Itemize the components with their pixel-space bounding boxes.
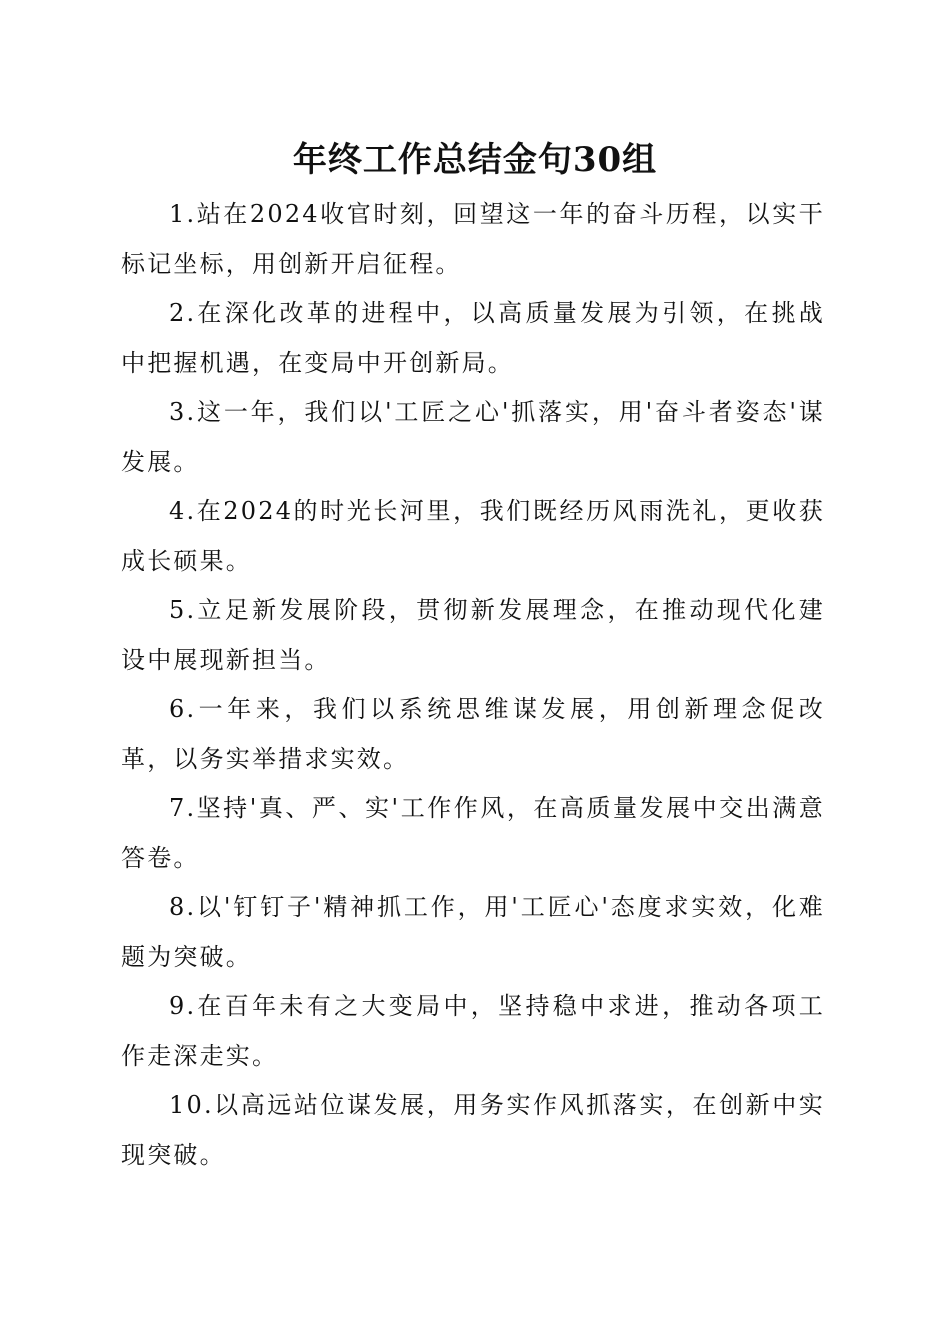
list-item: 9.在百年未有之大变局中，坚持稳中求进，推动各项工作走深走实。 [121,992,825,1070]
list-item: 3.这一年，我们以'工匠之心'抓落实，用'奋斗者姿态'谋发展。 [121,398,825,476]
list-item: 8.以'钉钉子'精神抓工作，用'工匠心'态度求实效，化难题为突破。 [121,893,825,971]
document-body [121,190,825,1180]
list-item: 5.立足新发展阶段，贯彻新发展理念，在推动现代化建设中展现新担当。 [121,596,825,674]
list-item: 7.坚持'真、严、实'工作作风，在高质量发展中交出满意答卷。 [121,794,825,872]
list-item: 2.在深化改革的进程中，以高质量发展为引领，在挑战中把握机遇，在变局中开创新局。 [121,299,825,377]
document-title: 年终工作总结金句30组 [292,140,658,180]
list-item: 6.一年来，我们以系统思维谋发展，用创新理念促改革，以务实举措求实效。 [121,695,825,773]
list-item: 10.以高远站位谋发展，用务实作风抓落实，在创新中实现突破。 [121,1091,825,1169]
list-item: 1.站在2024收官时刻，回望这一年的奋斗历程，以实干标记坐标，用创新开启征程。 [121,200,825,278]
list-item: 4.在2024的时光长河里，我们既经历风雨洗礼，更收获成长硕果。 [121,497,825,575]
